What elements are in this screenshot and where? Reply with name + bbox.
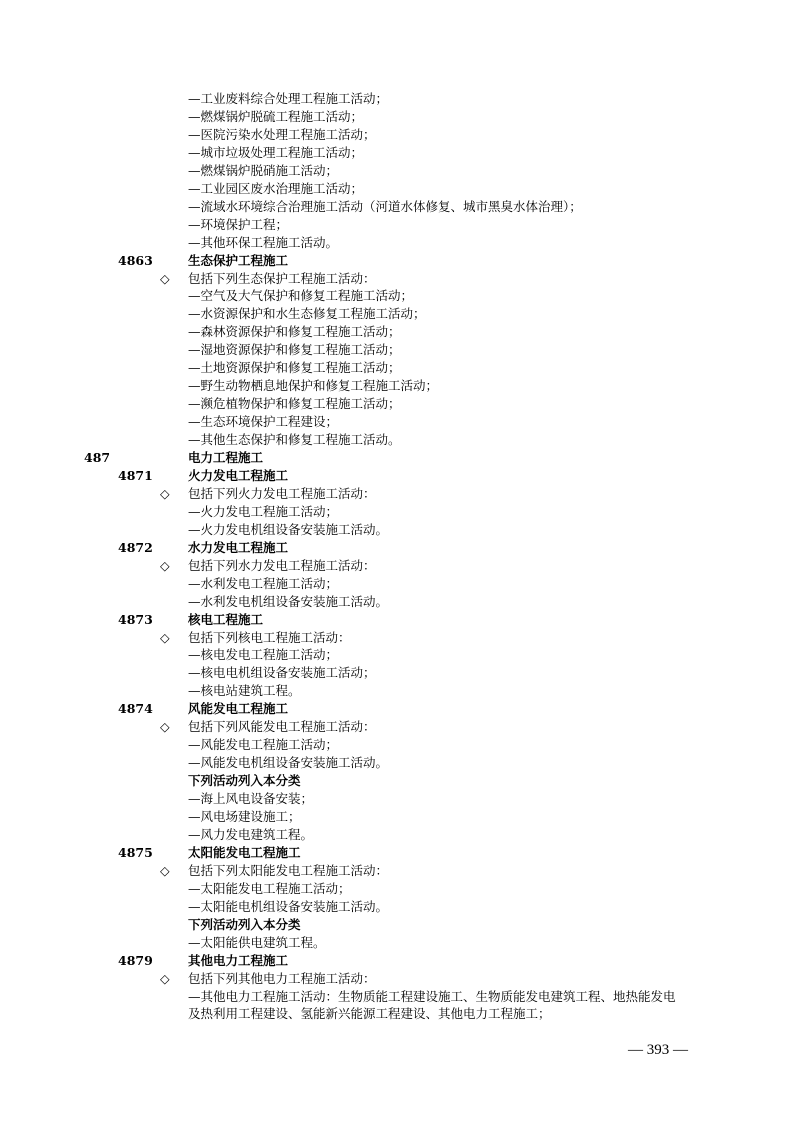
- list-item-text: —太阳能供电建筑工程。: [188, 934, 326, 950]
- list-item: [0, 664, 793, 682]
- list-item-text: —其他生态保护和修复工程施工活动。: [188, 432, 401, 448]
- include-text: 包括下列太阳能发电工程施工活动：: [188, 862, 389, 878]
- list-item: [0, 323, 793, 341]
- list-item: [0, 880, 793, 898]
- list-item: [0, 234, 793, 252]
- list-item-text: —风能发电工程施工活动；: [188, 737, 339, 753]
- list-item: [0, 287, 793, 305]
- list-item-text: —环境保护工程；: [188, 216, 289, 232]
- include-text: 包括下列火力发电工程施工活动：: [188, 485, 376, 501]
- class-title: 电力工程施工: [188, 450, 264, 465]
- list-item-text: —空气及大气保护和修复工程施工活动；: [188, 288, 414, 304]
- diamond-icon: ◇: [160, 270, 170, 286]
- list-item: [0, 126, 793, 144]
- class-code: 4873: [118, 611, 153, 627]
- list-item: [0, 682, 793, 700]
- include-statement: [0, 629, 793, 647]
- include-statement: [0, 557, 793, 575]
- list-item-text: —核电发电工程施工活动；: [188, 647, 339, 663]
- list-item: [0, 180, 793, 198]
- list-item-text: —湿地资源保护和修复工程施工活动；: [188, 342, 401, 358]
- list-item-text: —太阳能发电工程施工活动；: [188, 880, 351, 896]
- subheading-text: 下列活动列入本分类: [188, 916, 301, 932]
- list-item-text: —其他环保工程施工活动。: [188, 234, 339, 250]
- list-item-text: —土地资源保护和修复工程施工活动；: [188, 360, 401, 376]
- list-item-text: —野生动物栖息地保护和修复工程施工活动；: [188, 378, 439, 394]
- list-item-text: —医院污染水处理工程施工活动；: [188, 126, 376, 142]
- list-item-text: —燃煤锅炉脱硝施工活动；: [188, 162, 339, 178]
- class-title: 其他电力工程施工: [188, 952, 289, 968]
- list-item-text: —火力发电工程施工活动；: [188, 503, 339, 519]
- list-item: [0, 503, 793, 521]
- list-item-text: —风电场建设施工；: [188, 809, 301, 824]
- class-title: 太阳能发电工程施工: [188, 844, 301, 860]
- include-text: 包括下列其他电力工程施工活动：: [188, 970, 376, 986]
- diamond-icon: ◇: [160, 629, 170, 645]
- page-number: — 393 —: [628, 1042, 688, 1058]
- list-item: [0, 90, 793, 108]
- include-text: 包括下列生态保护工程施工活动：: [188, 270, 376, 286]
- class-title: 火力发电工程施工: [188, 467, 289, 483]
- include-text: 包括下列风能发电工程施工活动：: [188, 719, 376, 735]
- list-item-text: —工业园区废水治理施工活动；: [188, 180, 364, 196]
- list-item: [0, 162, 793, 180]
- class-heading: [0, 467, 793, 485]
- list-item: [0, 341, 793, 359]
- list-item-text: —水利发电工程施工活动；: [188, 575, 339, 591]
- diamond-icon: ◇: [160, 557, 170, 573]
- list-item: [0, 198, 793, 216]
- list-item: [0, 305, 793, 323]
- list-item: [0, 934, 793, 952]
- class-code: 4863: [118, 252, 153, 268]
- list-item: [0, 736, 793, 754]
- list-item: [0, 395, 793, 413]
- list-item: [0, 1005, 793, 1023]
- class-title: 核电工程施工: [188, 611, 264, 627]
- class-heading: [0, 252, 793, 270]
- list-item: [0, 988, 793, 1006]
- include-text: 包括下列核电工程施工活动：: [188, 629, 351, 645]
- list-item: [0, 144, 793, 162]
- diamond-icon: ◇: [160, 970, 170, 986]
- include-statement: [0, 862, 793, 880]
- class-code: 4874: [118, 701, 153, 717]
- diamond-icon: ◇: [160, 719, 170, 735]
- group-heading: [0, 449, 793, 467]
- class-title: 水力发电工程施工: [188, 539, 289, 555]
- class-heading: [0, 700, 793, 718]
- list-item-text: —水资源保护和水生态修复工程施工活动；: [188, 306, 426, 322]
- subheading: [0, 916, 793, 934]
- list-item-text: —其他电力工程施工活动：生物质能工程建设施工、生物质能发电建筑工程、地热能发电: [188, 988, 676, 1004]
- list-item-text: —生态环境保护工程建设；: [188, 414, 339, 430]
- class-heading: [0, 611, 793, 629]
- list-item-text: —水利发电机组设备安装施工活动。: [188, 593, 389, 609]
- include-statement: [0, 270, 793, 288]
- class-heading: [0, 539, 793, 557]
- list-item: [0, 521, 793, 539]
- include-statement: [0, 485, 793, 503]
- list-item-text: —濒危植物保护和修复工程施工活动；: [188, 396, 401, 412]
- list-item-text: —核电站建筑工程。: [188, 683, 301, 699]
- list-item: [0, 359, 793, 377]
- class-code: 4879: [118, 952, 153, 968]
- list-item: [0, 646, 793, 664]
- diamond-icon: ◇: [160, 485, 170, 501]
- list-item-text: —燃煤锅炉脱硫工程施工活动；: [188, 108, 364, 124]
- list-item-text: —海上风电设备安装；: [188, 791, 314, 807]
- subheading-text: 下列活动列入本分类: [188, 773, 301, 789]
- list-item-text: —风能发电机组设备安装施工活动。: [188, 755, 389, 771]
- list-item: [0, 826, 793, 844]
- list-item-text: —太阳能电机组设备安装施工活动。: [188, 898, 389, 914]
- diamond-icon: ◇: [160, 862, 170, 878]
- list-item-text: —流域水环境综合治理施工活动（河道水体修复、城市黑臭水体治理）；: [188, 198, 582, 214]
- list-item: [0, 575, 793, 593]
- include-statement: [0, 970, 793, 988]
- list-item: [0, 790, 793, 808]
- list-item-text: 及热利用工程建设、氢能新兴能源工程建设、其他电力工程施工；: [188, 1006, 551, 1022]
- class-code: 4872: [118, 539, 153, 555]
- subheading: [0, 772, 793, 790]
- include-statement: [0, 718, 793, 736]
- list-item: [0, 754, 793, 772]
- class-title: 风能发电工程施工: [188, 701, 289, 717]
- list-item-text: —火力发电机组设备安装施工活动。: [188, 521, 389, 537]
- list-item: [0, 216, 793, 234]
- list-item-text: —城市垃圾处理工程施工活动；: [188, 144, 364, 160]
- class-code: 4875: [118, 844, 153, 860]
- list-item-text: —工业废料综合处理工程施工活动；: [188, 91, 389, 106]
- list-item: [0, 593, 793, 611]
- class-title: 生态保护工程施工: [188, 252, 289, 268]
- class-code: 4871: [118, 467, 153, 483]
- list-item: [0, 377, 793, 395]
- list-item-text: —核电电机组设备安装施工活动；: [188, 665, 376, 681]
- list-item-text: —风力发电建筑工程。: [188, 826, 314, 842]
- list-item: [0, 808, 793, 826]
- list-item: [0, 413, 793, 431]
- list-item-text: —森林资源保护和修复工程施工活动；: [188, 324, 401, 340]
- list-item: [0, 108, 793, 126]
- list-item: [0, 431, 793, 449]
- class-heading: [0, 844, 793, 862]
- list-item: [0, 898, 793, 916]
- class-code: 487: [84, 450, 111, 465]
- class-heading: [0, 952, 793, 970]
- include-text: 包括下列水力发电工程施工活动：: [188, 557, 376, 573]
